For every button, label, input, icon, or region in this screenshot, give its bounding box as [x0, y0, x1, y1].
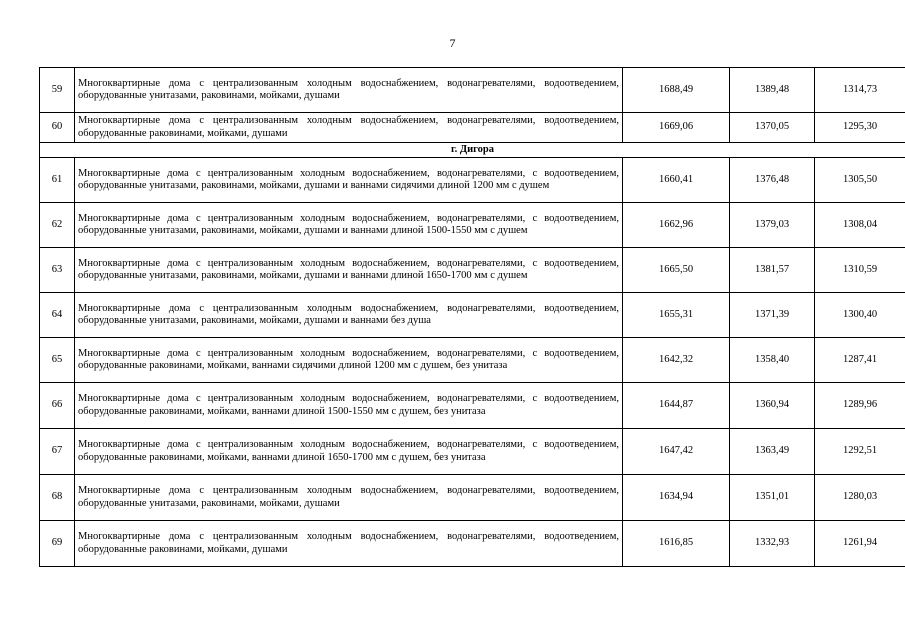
- table-row: [40, 203, 905, 248]
- row-number: 67: [40, 429, 75, 475]
- section-title: г. Дигора: [40, 143, 905, 158]
- row-value-2: 1379,03: [730, 203, 815, 248]
- row-description: Многоквартирные дома с централизованным холодным водоснабжением, водонагревателями, водоотведением, оборудованные унитазами, раковинами, мойками, душами: [75, 475, 623, 521]
- row-number: 60: [40, 113, 75, 143]
- row-description: Многоквартирные дома с централизованным холодным водоснабжением, водонагревателями, с водоотведением, оборудованные унитазами, раковинами, мойками, душами и ваннами длиной 1650-1700 мм с душем: [75, 248, 623, 293]
- row-number: 62: [40, 203, 75, 248]
- row-number: 65: [40, 338, 75, 383]
- row-description: Многоквартирные дома с централизованным холодным водоснабжением, водонагревателями, водоотведением, оборудованные унитазами, раковинами, мойками, душами: [75, 68, 623, 113]
- row-value-2: 1360,94: [730, 383, 815, 429]
- row-number: 59: [40, 68, 75, 113]
- section-header-row: [40, 143, 905, 158]
- row-value-1: 1634,94: [623, 475, 730, 521]
- row-value-3: 1261,94: [815, 521, 905, 567]
- row-value-2: 1370,05: [730, 113, 815, 143]
- table-row: [40, 68, 905, 113]
- row-number: 64: [40, 293, 75, 338]
- table-row: [40, 429, 905, 475]
- table-row: [40, 158, 905, 203]
- row-value-2: 1389,48: [730, 68, 815, 113]
- row-value-3: 1305,50: [815, 158, 905, 203]
- table-row: [40, 248, 905, 293]
- row-value-3: 1300,40: [815, 293, 905, 338]
- row-description: Многоквартирные дома с централизованным холодным водоснабжением, водонагревателями, с водоотведением, оборудованные раковинами, мойками, ваннами сидячими длиной 1200 мм с душем, без унитаза: [75, 338, 623, 383]
- row-value-3: 1310,59: [815, 248, 905, 293]
- row-description: Многоквартирные дома с централизованным холодным водоснабжением, водонагревателями, с водоотведением, оборудованные раковинами, мойками, ваннами длиной 1650-1700 мм с душем, без унитаза: [75, 429, 623, 475]
- table-row: [40, 113, 905, 143]
- row-value-1: 1655,31: [623, 293, 730, 338]
- row-value-3: 1292,51: [815, 429, 905, 475]
- row-number: 69: [40, 521, 75, 567]
- row-description: Многоквартирные дома с централизованным холодным водоснабжением, водонагревателями, водоотведением, оборудованные раковинами, мойками, душами: [75, 521, 623, 567]
- row-value-1: 1616,85: [623, 521, 730, 567]
- row-description: Многоквартирные дома с централизованным холодным водоснабжением, водонагревателями, с водоотведением, оборудованные унитазами, раковинами, мойками, душами и ваннами длиной 1500-1550 мм с душем: [75, 203, 623, 248]
- row-description: Многоквартирные дома с централизованным холодным водоснабжением, водонагревателями, с водоотведением, оборудованные раковинами, мойками, ваннами длиной 1500-1550 мм с душем, без унитаза: [75, 383, 623, 429]
- row-value-1: 1647,42: [623, 429, 730, 475]
- table-row: [40, 293, 905, 338]
- table-row: [40, 521, 905, 567]
- row-value-2: 1358,40: [730, 338, 815, 383]
- row-value-2: 1376,48: [730, 158, 815, 203]
- row-value-1: 1688,49: [623, 68, 730, 113]
- row-description: Многоквартирные дома с централизованным холодным водоснабжением, водонагревателями, с водоотведением, оборудованные унитазами, раковинами, мойками, душами и ваннами сидячими длиной 1200 мм с душем: [75, 158, 623, 203]
- row-value-3: 1308,04: [815, 203, 905, 248]
- row-value-1: 1644,87: [623, 383, 730, 429]
- row-description: Многоквартирные дома с централизованным холодным водоснабжением, водонагревателями, водоотведением, оборудованные унитазами, раковинами, мойками, душами и ваннами без душа: [75, 293, 623, 338]
- row-value-2: 1351,01: [730, 475, 815, 521]
- row-value-1: 1665,50: [623, 248, 730, 293]
- row-value-3: 1295,30: [815, 113, 905, 143]
- tariff-table: [39, 67, 905, 567]
- row-value-2: 1363,49: [730, 429, 815, 475]
- row-number: 61: [40, 158, 75, 203]
- row-value-1: 1642,32: [623, 338, 730, 383]
- row-number: 68: [40, 475, 75, 521]
- row-value-2: 1332,93: [730, 521, 815, 567]
- row-value-3: 1280,03: [815, 475, 905, 521]
- row-number: 66: [40, 383, 75, 429]
- table-row: [40, 383, 905, 429]
- table-row: [40, 475, 905, 521]
- row-value-3: 1287,41: [815, 338, 905, 383]
- row-value-2: 1371,39: [730, 293, 815, 338]
- page-number: 7: [449, 36, 456, 50]
- row-value-3: 1314,73: [815, 68, 905, 113]
- row-value-1: 1662,96: [623, 203, 730, 248]
- row-description: Многоквартирные дома с централизованным холодным водоснабжением, водонагревателями, водоотведением, оборудованные раковинами, мойками, душами: [75, 113, 623, 143]
- row-value-3: 1289,96: [815, 383, 905, 429]
- row-value-2: 1381,57: [730, 248, 815, 293]
- table-row: [40, 338, 905, 383]
- row-number: 63: [40, 248, 75, 293]
- row-value-1: 1669,06: [623, 113, 730, 143]
- row-value-1: 1660,41: [623, 158, 730, 203]
